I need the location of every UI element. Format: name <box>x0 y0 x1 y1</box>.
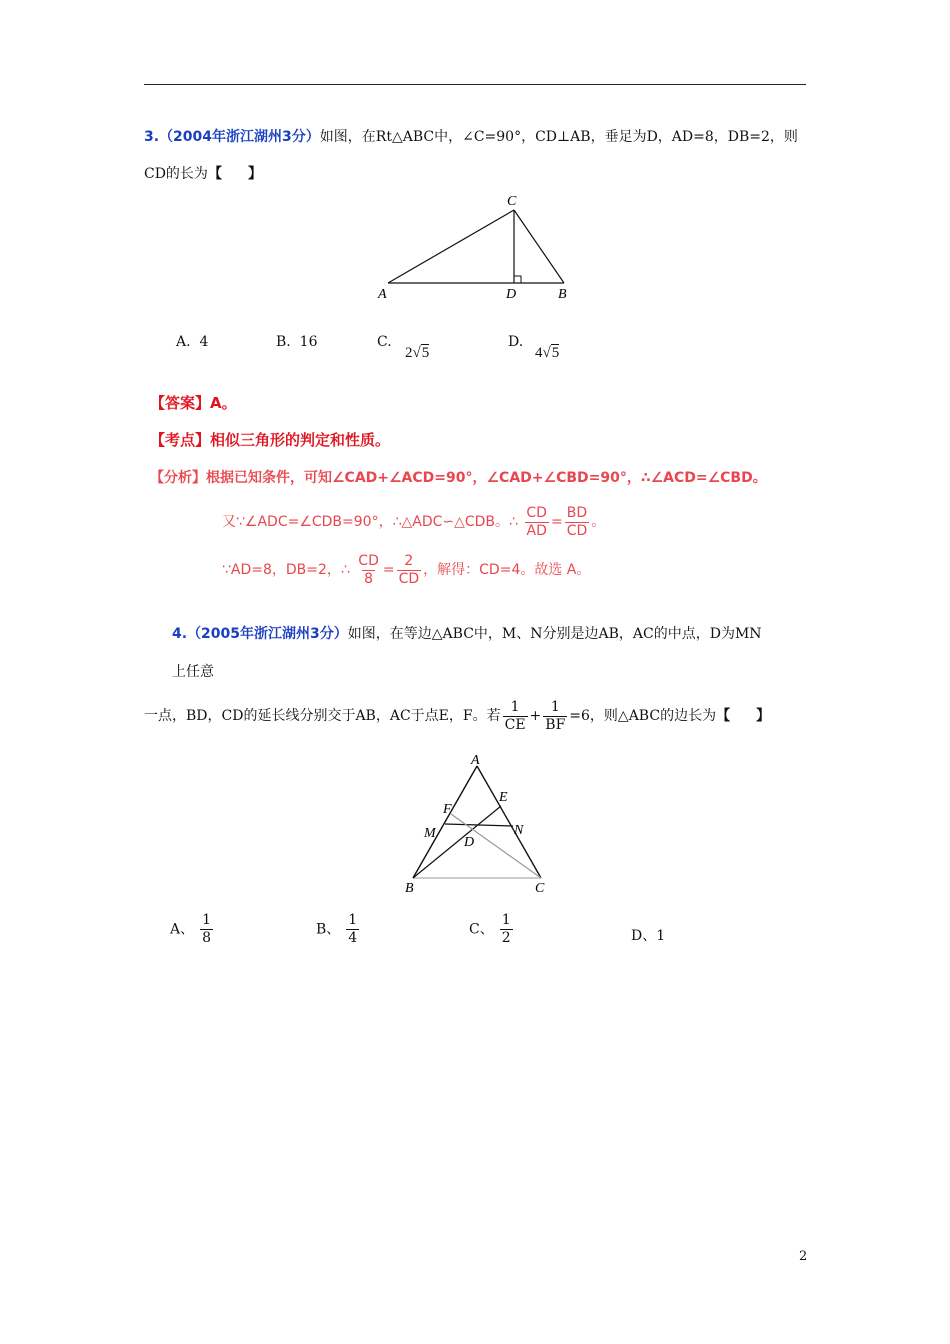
q4-text-3a: 一点，BD，CD的延长线分别交于AB，AC于点E，F。若 <box>144 708 501 724</box>
frac-num: 1 <box>348 912 358 928</box>
q3-triangle-figure <box>370 188 590 308</box>
q3-option-c-label: C. <box>377 334 392 350</box>
q3-analysis-2 <box>222 500 605 544</box>
q3-label-a: A <box>378 287 387 302</box>
q3-label-d: D <box>506 287 517 302</box>
q3-option-c-value: 2√5 <box>405 345 430 361</box>
frac-num: CD <box>526 504 547 521</box>
answer-value: A。 <box>210 394 237 412</box>
answer-tag: 【答案】 <box>150 394 211 412</box>
option-b-value: 16 <box>299 334 318 350</box>
option-d-coef: 4 <box>535 345 543 361</box>
frac-num: CD <box>358 552 379 569</box>
q4-line-3 <box>144 694 770 738</box>
fraction-cd-ad <box>524 505 549 540</box>
page-number: 2 <box>799 1249 808 1264</box>
point-tag: 【考点】 <box>150 431 211 449</box>
option-a-fraction <box>200 912 213 947</box>
q4-line-1 <box>172 624 762 644</box>
analysis-text-2a: 又∵∠ADC=∠CDB=90°，∴△ADC∽△CDB。∴ <box>222 514 518 530</box>
q3-line-2 <box>144 164 262 184</box>
option-d-label: D、 <box>631 928 657 944</box>
analysis-tag: 【分析】 <box>150 470 206 486</box>
frac-num: BD <box>566 504 588 521</box>
q4-label-m: M <box>424 826 436 841</box>
frac-num: 1 <box>510 698 520 715</box>
frac-den: BF <box>545 716 566 733</box>
q4-label-e: E <box>499 790 508 805</box>
frac-den: 8 <box>364 570 374 587</box>
q4-option-b <box>316 912 361 947</box>
frac-den: 2 <box>501 930 511 946</box>
q4-option-d <box>631 925 665 945</box>
option-b-fraction <box>346 912 359 947</box>
q4-option-c <box>469 912 515 947</box>
q3-answer <box>150 393 237 413</box>
q4-triangle-figure <box>395 748 565 898</box>
option-c-label: C、 <box>469 921 494 938</box>
frac-den: AD <box>526 522 547 539</box>
q4-option-a <box>170 912 215 947</box>
q3-bracket-open: 【 <box>207 166 222 182</box>
frac-den: 4 <box>348 930 358 946</box>
option-d-radicand: 5 <box>551 345 560 361</box>
header-rule <box>144 84 806 85</box>
q4-bracket-open: 【 <box>716 708 731 724</box>
option-d-value: 1 <box>656 928 666 944</box>
frac-den: CE <box>504 716 526 733</box>
q3-option-a <box>176 334 208 350</box>
q4-label-c: C <box>535 881 545 896</box>
fraction-1-bf <box>543 699 567 734</box>
q3-analysis-1 <box>150 468 767 488</box>
q3-option-b <box>276 334 317 350</box>
q3-text-2: CD的长为 <box>144 166 208 182</box>
q4-label-d: D <box>464 835 475 850</box>
analysis-text-1: 根据已知条件，可知∠CAD+∠ACD=90°，∠CAD+∠CBD=90°，∴∠ACD=∠CBD。 <box>206 470 767 486</box>
fraction-1-ce <box>503 699 528 734</box>
frac-num: 1 <box>501 912 511 928</box>
q4-number: 4. <box>172 626 188 642</box>
option-b-label: B. <box>276 334 291 350</box>
q4-label-a: A <box>471 753 480 768</box>
q4-text-3b: =6，则△ABC的边长为 <box>569 708 717 724</box>
q4-label-n: N <box>514 823 524 838</box>
q4-label-b: B <box>405 881 414 896</box>
q3-bracket-close: 】 <box>247 166 262 182</box>
point-text: 相似三角形的判定和性质。 <box>210 431 391 449</box>
q3-label-b: B <box>558 287 567 302</box>
equals-sign: = <box>550 514 563 530</box>
fraction-cd-8 <box>356 553 381 588</box>
option-c-coef: 2 <box>405 345 413 361</box>
q4-bracket-close: 】 <box>756 708 771 724</box>
q4-source: （2005年浙江湖州3分） <box>187 626 348 642</box>
q3-number: 3. <box>144 129 160 145</box>
frac-den: CD <box>566 522 588 539</box>
q3-option-d-value: 4√5 <box>535 345 560 361</box>
q4-label-f: F <box>443 802 452 817</box>
q3-point <box>150 430 390 450</box>
option-a-label: A、 <box>170 921 195 938</box>
q3-label-c: C <box>507 194 517 209</box>
q3-option-d-label: D. <box>508 334 524 350</box>
frac-num: 1 <box>550 698 560 715</box>
q4-line-2: 上任意 <box>172 664 214 680</box>
frac-num: 2 <box>404 552 414 569</box>
analysis-text-3b: ，解得：CD=4。故选 A。 <box>423 562 591 578</box>
frac-den: 8 <box>202 930 212 946</box>
option-a-label: A. <box>176 334 191 350</box>
q3-line-1 <box>144 127 798 147</box>
q3-analysis-3 <box>222 548 590 592</box>
analysis-text-2b: 。 <box>591 514 606 530</box>
option-c-radicand: 5 <box>421 345 430 361</box>
q3-text-1: 如图，在Rt△ABC中，∠C=90°，CD⊥AB，垂足为D，AD=8，DB=2，则 <box>319 129 798 145</box>
option-a-value: 4 <box>199 334 209 350</box>
fraction-2-cd <box>397 553 422 588</box>
q4-text-1: 如图，在等边△ABC中，M、N分别是边AB，AC的中点，D为MN <box>347 626 762 642</box>
equals-sign: = <box>382 562 395 578</box>
option-c-fraction <box>500 912 513 947</box>
q3-source: （2004年浙江湖州3分） <box>159 129 320 145</box>
frac-num: 1 <box>202 912 212 928</box>
plus-sign: + <box>529 708 542 724</box>
frac-den: CD <box>398 570 420 587</box>
option-b-label: B、 <box>316 921 341 938</box>
analysis-text-3a: ∵AD=8，DB=2，∴ <box>222 562 350 578</box>
fraction-bd-cd <box>565 505 590 540</box>
